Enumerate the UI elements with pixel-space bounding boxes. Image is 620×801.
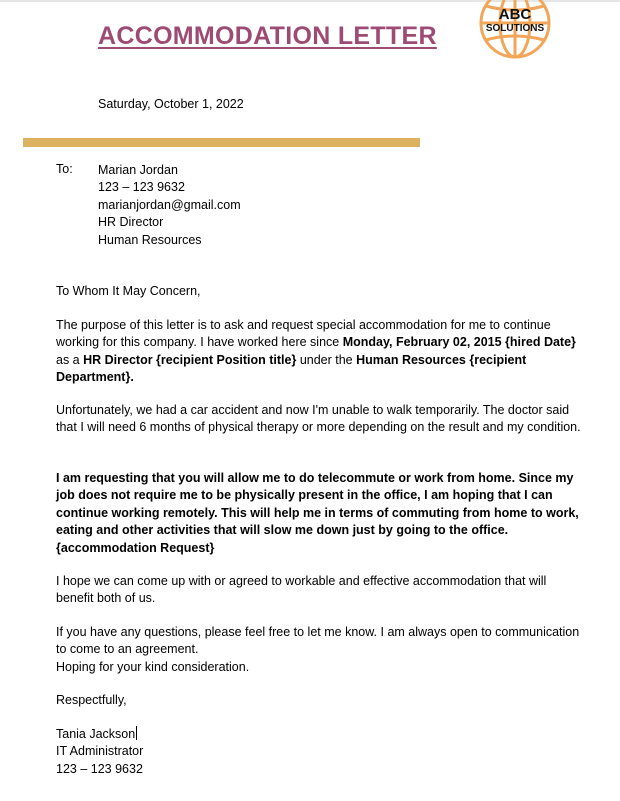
paragraph-hope: I hope we can come up with or agreed to workable and effective accommodation that will benefit both of us. [56, 574, 547, 606]
company-logo [478, 0, 552, 60]
recipient-position: HR Director [98, 215, 164, 230]
recipient-block [98, 162, 241, 249]
signature-title: IT Administrator [56, 744, 144, 759]
recipient-name: Marian Jordan [98, 163, 178, 177]
paragraph-questions [56, 624, 586, 676]
text-cursor [136, 726, 137, 740]
paragraph-purpose [56, 317, 586, 387]
purpose-text-3: under the [296, 352, 357, 367]
questions-text: If you have any questions, please feel free to let me know. I am always open to communication to come to an agreement. [56, 625, 580, 657]
signature-block [56, 726, 143, 778]
hired-date: Monday, February 02, 2015 {hired Date} [342, 335, 576, 350]
salutation: To Whom It May Concern, [56, 284, 201, 298]
signature-name-line[interactable] [56, 726, 143, 743]
logo-text-solutions: SOLUTIONS [485, 23, 545, 34]
position-title: HR Director {recipient Position title} [83, 352, 297, 367]
signature-name: Tania Jackson [56, 727, 136, 741]
logo-text-abc: ABC [498, 6, 532, 23]
recipient-email: marianjordan@gmail.com [98, 197, 241, 212]
letter-title: ACCOMMODATION LETTER [98, 22, 437, 50]
recipient-phone: 123 – 123 9632 [98, 180, 185, 195]
letter-date: Saturday, October 1, 2022 [98, 97, 244, 111]
signature-phone: 123 – 123 9632 [56, 761, 143, 776]
accent-divider [23, 138, 420, 147]
closing: Respectfully, [56, 693, 127, 707]
paragraph-request: I am requesting that you will allow me to do telecommute or work from home. Since my job does not require me to be physically present in the office, I am hoping that I can continue working remotely. This will help me in terms of commuting from home to work, eating and other activities that will slow me down just by going to the office. {accommodation Request} [56, 471, 579, 555]
consideration-text: Hoping for your kind consideration. [56, 659, 250, 674]
purpose-text-2: as a [56, 352, 84, 367]
purpose-text-1: The purpose of this letter is to ask and request special accommodation for me to continue working for this company. I have worked here since [56, 318, 551, 350]
to-label: To: [56, 162, 73, 176]
paragraph-accident: Unfortunately, we had a car accident and now I'm unable to walk temporarily. The doctor said that I will need 6 months of physical therapy or more depending on the result and my condition. [56, 403, 581, 435]
department-name: Human Resources {recipient Department}. [56, 352, 527, 385]
recipient-department: Human Resources [98, 232, 202, 247]
